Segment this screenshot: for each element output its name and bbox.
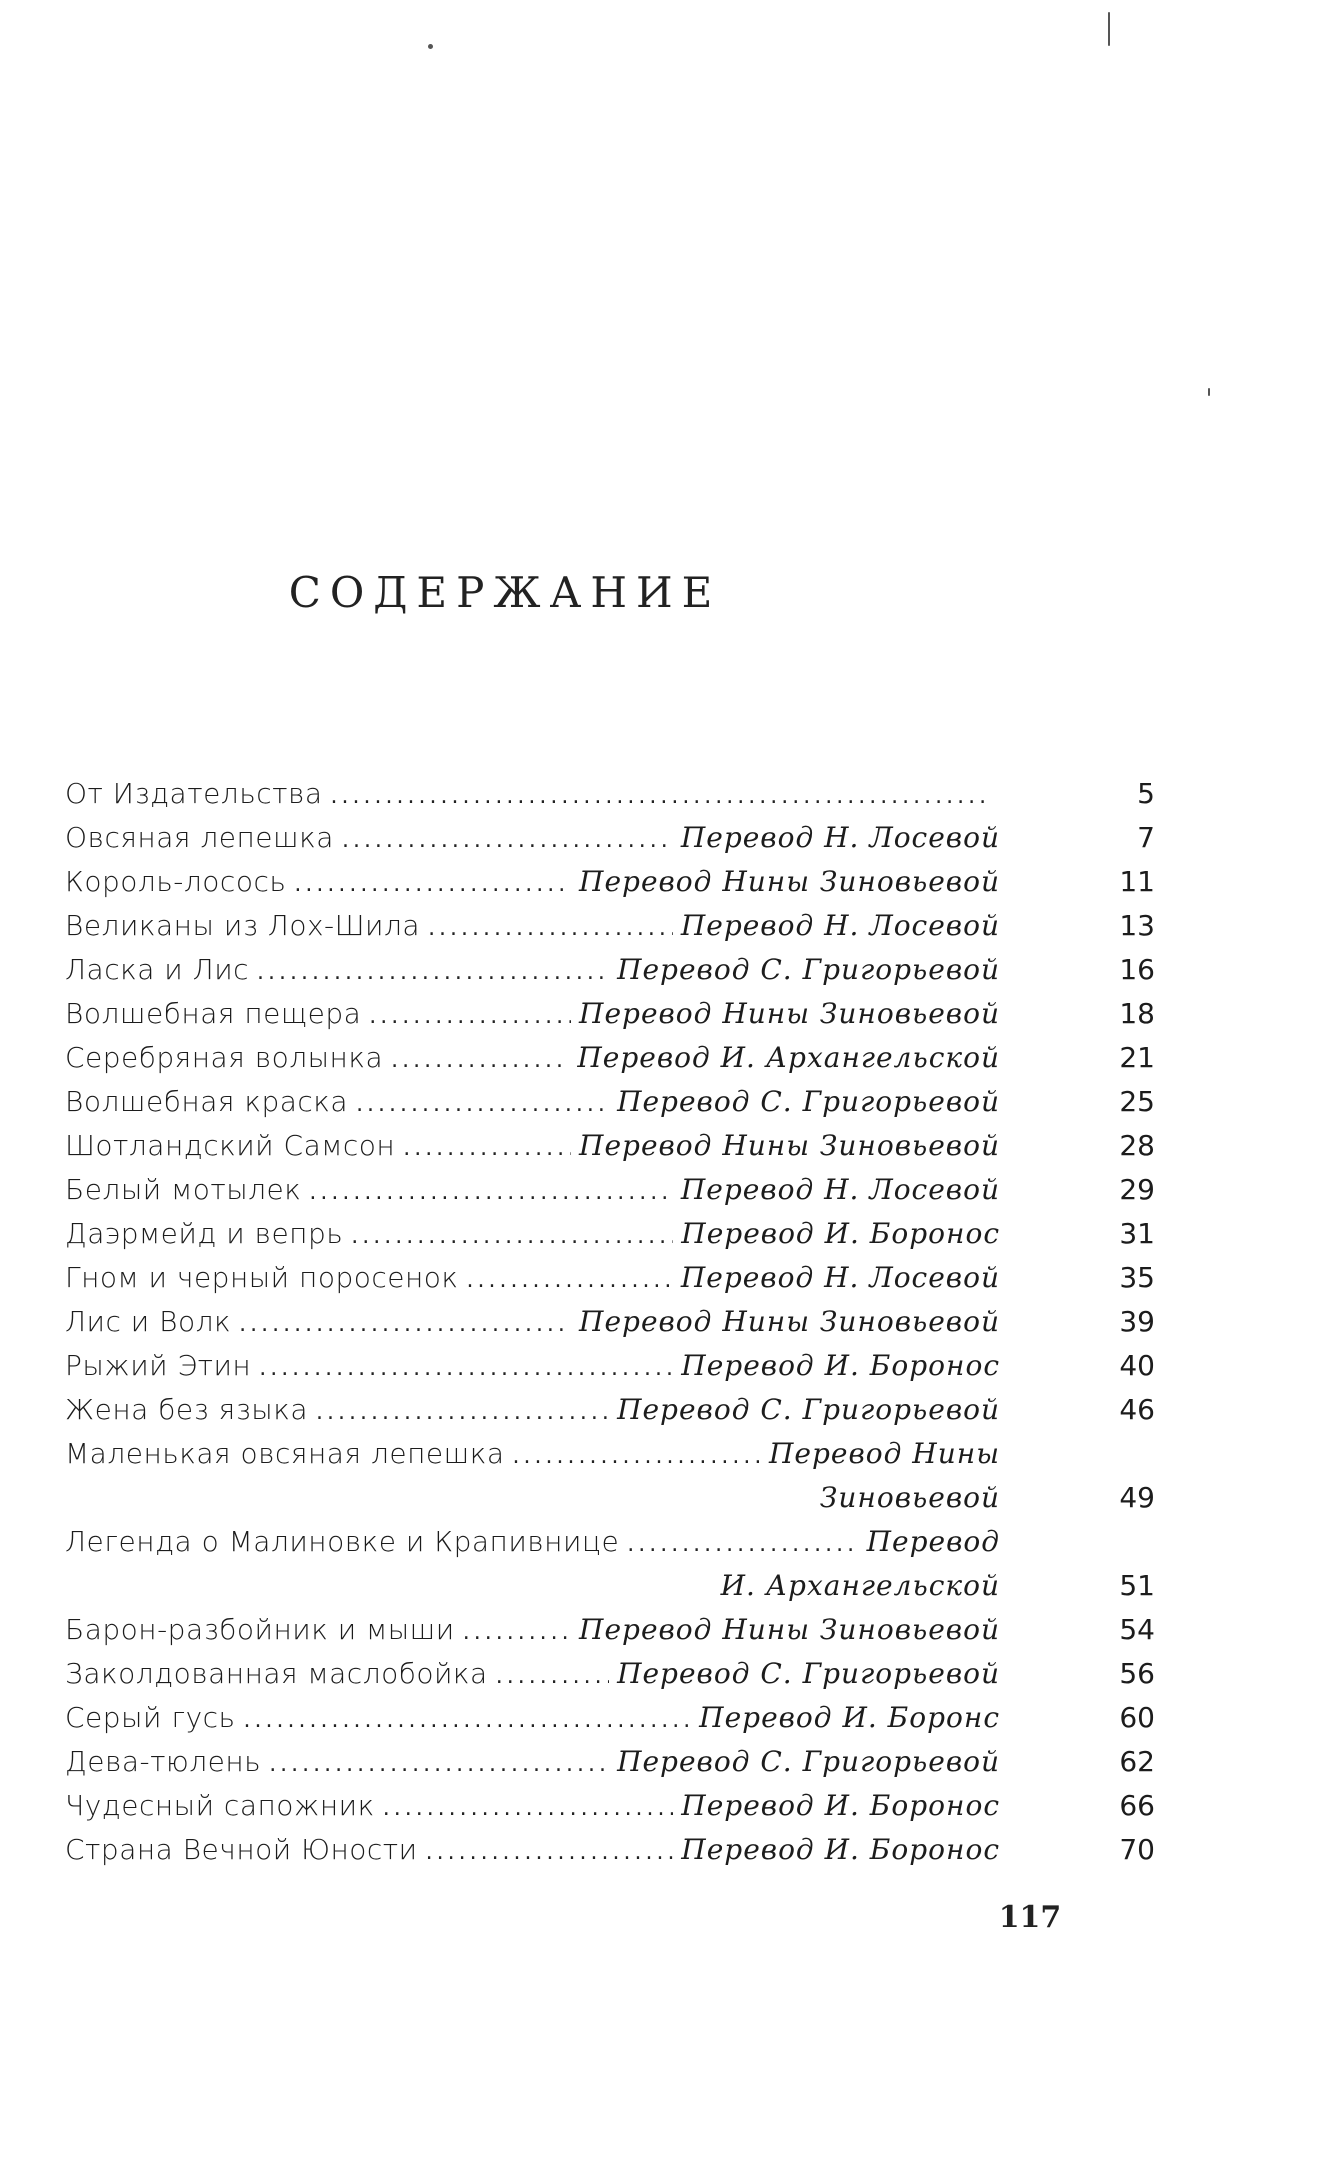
- toc-line: [65, 904, 1000, 948]
- toc-entry: [65, 1080, 1155, 1124]
- toc-entry: [65, 948, 1155, 992]
- toc-translator: Перевод С. Григорьевой: [617, 1745, 1000, 1778]
- dot-leader: [356, 1083, 609, 1127]
- toc-title: Лис и Волк: [65, 1305, 232, 1338]
- toc-page-number: 49: [1119, 1481, 1155, 1514]
- toc-line: [65, 1388, 1000, 1432]
- toc-translator-continued: И. Архангельской: [720, 1569, 1000, 1602]
- toc-entry: [65, 1344, 1155, 1388]
- toc-translator-continued: Зиновьевой: [819, 1481, 1000, 1514]
- toc-entry: [65, 1432, 1155, 1520]
- dot-leader: [294, 863, 571, 907]
- dot-leader: [513, 1435, 761, 1479]
- toc-title: Великаны из Лох-Шила: [65, 909, 421, 942]
- dot-leader: [627, 1523, 858, 1567]
- toc-page-number: 5: [1137, 777, 1155, 810]
- dot-leader: [331, 775, 992, 819]
- toc-entry: [65, 1828, 1155, 1872]
- toc-title: Заколдованная маслобойка: [65, 1657, 488, 1690]
- toc-page-number: 35: [1119, 1261, 1155, 1294]
- dot-leader: [239, 1303, 571, 1347]
- scan-speck: [428, 44, 433, 49]
- toc-page-number: 7: [1137, 821, 1155, 854]
- toc-title: Жена без языка: [65, 1393, 309, 1426]
- toc-page-number: 70: [1119, 1833, 1155, 1866]
- toc-title: Даэрмейд и вепрь: [65, 1217, 344, 1250]
- toc-entry: [65, 860, 1155, 904]
- toc-page-number: 60: [1119, 1701, 1155, 1734]
- toc-line: [65, 1080, 1000, 1124]
- toc-line: [65, 1036, 1000, 1080]
- dot-leader: [259, 1347, 673, 1391]
- toc-entry: [65, 1388, 1155, 1432]
- toc-page-number: 21: [1119, 1041, 1155, 1074]
- toc-translator: Перевод Н. Лосевой: [680, 1173, 1000, 1206]
- toc-title: Серый гусь: [65, 1701, 236, 1734]
- toc-translator: Перевод Нины: [769, 1437, 1000, 1470]
- dot-leader: [257, 951, 609, 995]
- toc-page-number: 46: [1119, 1393, 1155, 1426]
- dot-leader: [269, 1743, 609, 1787]
- dot-leader: [383, 1787, 674, 1831]
- toc-page-number: 16: [1119, 953, 1155, 986]
- dot-leader: [496, 1655, 609, 1699]
- toc-line: [65, 860, 1000, 904]
- toc-translator: Перевод С. Григорьевой: [617, 1393, 1000, 1426]
- toc-line: [65, 1696, 1000, 1740]
- toc-translator: Перевод И. Боронс: [699, 1701, 1000, 1734]
- toc-title: Легенда о Малиновке и Крапивнице: [65, 1525, 620, 1558]
- toc-title: Овсяная лепешка: [65, 821, 334, 854]
- toc-translator: Перевод Нины Зиновьевой: [579, 1129, 1000, 1162]
- dot-leader: [403, 1127, 571, 1171]
- toc-entry: [65, 1212, 1155, 1256]
- toc-page-number: 56: [1119, 1657, 1155, 1690]
- toc-translator: Перевод Н. Лосевой: [680, 909, 1000, 942]
- table-of-contents: [65, 772, 1155, 1872]
- dot-leader: [309, 1171, 672, 1215]
- toc-line: [65, 1520, 1000, 1564]
- toc-title: Барон-разбойник и мыши: [65, 1613, 455, 1646]
- toc-title: Волшебная пещера: [65, 997, 362, 1030]
- toc-page-number: 28: [1119, 1129, 1155, 1162]
- toc-page-number: 66: [1119, 1789, 1155, 1822]
- toc-title: Ласка и Лис: [65, 953, 250, 986]
- toc-entry: [65, 992, 1155, 1036]
- toc-line: [65, 1740, 1000, 1784]
- toc-page-number: 39: [1119, 1305, 1155, 1338]
- toc-title: Белый мотылек: [65, 1173, 302, 1206]
- toc-title: От Издательства: [65, 777, 323, 810]
- toc-translator: Перевод И. Боронос: [681, 1789, 1000, 1822]
- toc-line: [65, 1124, 1000, 1168]
- dot-leader: [426, 1831, 674, 1875]
- toc-line: [65, 948, 1000, 992]
- toc-line: [65, 1212, 1000, 1256]
- toc-entry: [65, 1652, 1155, 1696]
- toc-page-number: 29: [1119, 1173, 1155, 1206]
- toc-line-continued: [65, 1564, 1000, 1608]
- dot-leader: [428, 907, 673, 951]
- scan-speck: [1208, 388, 1210, 396]
- dot-leader: [463, 1611, 571, 1655]
- toc-translator: Перевод И. Архангельской: [577, 1041, 1000, 1074]
- toc-translator: Перевод Нины Зиновьевой: [579, 1305, 1000, 1338]
- toc-translator: Перевод Нины Зиновьевой: [579, 865, 1000, 898]
- toc-translator: Перевод И. Боронос: [681, 1833, 1000, 1866]
- toc-title: Волшебная краска: [65, 1085, 349, 1118]
- toc-title: Серебряная волынка: [65, 1041, 384, 1074]
- toc-entry: [65, 1784, 1155, 1828]
- toc-page-number: 13: [1119, 909, 1155, 942]
- dot-leader: [369, 995, 571, 1039]
- toc-line: [65, 1344, 1000, 1388]
- dot-leader: [342, 819, 673, 863]
- toc-entry: [65, 1696, 1155, 1740]
- toc-line: [65, 772, 1000, 816]
- toc-line: [65, 1828, 1000, 1872]
- toc-entry: [65, 904, 1155, 948]
- toc-page-number: 31: [1119, 1217, 1155, 1250]
- toc-page-number: 54: [1119, 1613, 1155, 1646]
- toc-entry: [65, 1168, 1155, 1212]
- toc-translator: Перевод Н. Лосевой: [680, 1261, 1000, 1294]
- toc-title: Рыжий Этин: [65, 1349, 252, 1382]
- toc-page-number: 25: [1119, 1085, 1155, 1118]
- toc-entry: [65, 772, 1155, 816]
- toc-entry: [65, 1124, 1155, 1168]
- toc-translator: Перевод С. Григорьевой: [617, 1657, 1000, 1690]
- toc-translator: Перевод И. Боронос: [681, 1349, 1000, 1382]
- toc-entry: [65, 1740, 1155, 1784]
- toc-title: Гном и черный поросенок: [65, 1261, 459, 1294]
- toc-line: [65, 1432, 1000, 1476]
- toc-page-number: 18: [1119, 997, 1155, 1030]
- toc-page-number: 40: [1119, 1349, 1155, 1382]
- toc-entry: [65, 1608, 1155, 1652]
- toc-entry: [65, 1256, 1155, 1300]
- toc-page-number: 51: [1119, 1569, 1155, 1602]
- toc-entry: [65, 816, 1155, 860]
- toc-line: [65, 992, 1000, 1036]
- toc-title: Страна Вечной Юности: [65, 1833, 418, 1866]
- toc-entry: [65, 1520, 1155, 1608]
- toc-line: [65, 816, 1000, 860]
- dot-leader: [391, 1039, 569, 1083]
- toc-translator: Перевод С. Григорьевой: [617, 953, 1000, 986]
- toc-translator: Перевод Н. Лосевой: [680, 821, 1000, 854]
- toc-translator: Перевод И. Боронос: [681, 1217, 1000, 1250]
- dot-leader: [351, 1215, 673, 1259]
- toc-line: [65, 1652, 1000, 1696]
- page-folio-number: 117: [998, 1900, 1062, 1935]
- toc-title: Дева-тюлень: [65, 1745, 262, 1778]
- toc-line: [65, 1608, 1000, 1652]
- toc-line: [65, 1300, 1000, 1344]
- page-title: СОДЕРЖАНИЕ: [288, 568, 722, 618]
- scan-speck: [1108, 12, 1110, 46]
- toc-entry: [65, 1036, 1155, 1080]
- toc-entry: [65, 1300, 1155, 1344]
- toc-title: Чудесный сапожник: [65, 1789, 375, 1822]
- toc-line-continued: [65, 1476, 1000, 1520]
- toc-line: [65, 1168, 1000, 1212]
- dot-leader: [467, 1259, 673, 1303]
- toc-translator: Перевод: [866, 1525, 1000, 1558]
- toc-title: Король-лосось: [65, 865, 287, 898]
- toc-translator: Перевод С. Григорьевой: [617, 1085, 1000, 1118]
- toc-title: Маленькая овсяная лепешка: [65, 1437, 505, 1470]
- toc-line: [65, 1256, 1000, 1300]
- toc-translator: Перевод Нины Зиновьевой: [579, 997, 1000, 1030]
- toc-page-number: 62: [1119, 1745, 1155, 1778]
- dot-leader: [316, 1391, 609, 1435]
- dot-leader: [244, 1699, 692, 1743]
- toc-translator: Перевод Нины Зиновьевой: [579, 1613, 1000, 1646]
- toc-title: Шотландский Самсон: [65, 1129, 396, 1162]
- toc-line: [65, 1784, 1000, 1828]
- toc-page-number: 11: [1119, 865, 1155, 898]
